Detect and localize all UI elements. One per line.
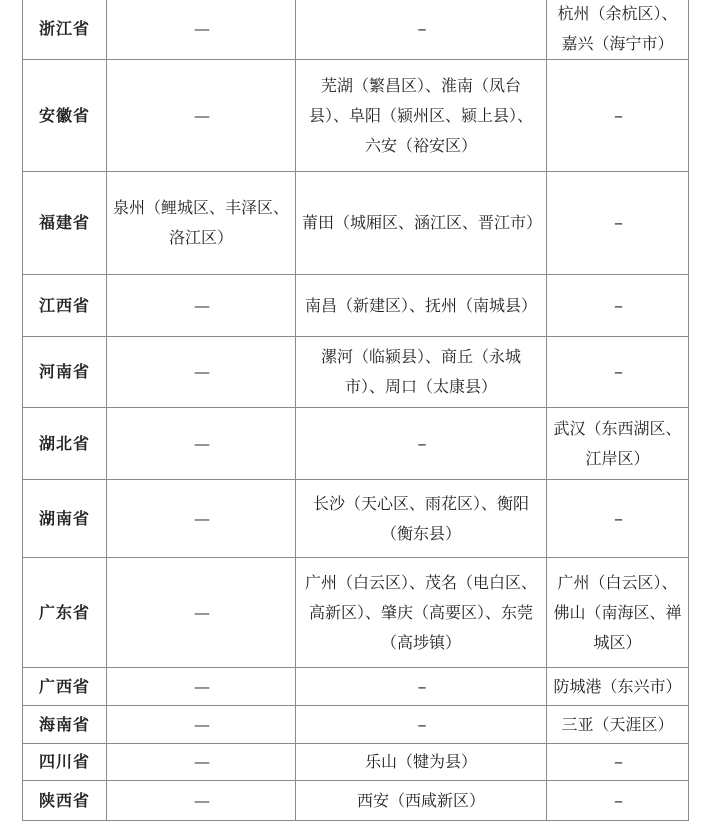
province-cell: 四川省	[23, 744, 107, 781]
table-row	[23, 781, 689, 821]
table-cell: --	[547, 480, 689, 558]
table-cell: 漯河（临颍县）、商丘（永城市）、周口（太康县）	[296, 337, 547, 408]
table-cell: 芜湖（繁昌区）、淮南（凤台县）、阜阳（颍州区、颍上县）、六安（裕安区）	[296, 60, 547, 172]
table-cell: —	[107, 0, 296, 60]
province-cell: 湖南省	[23, 480, 107, 558]
table-row	[23, 480, 689, 558]
table-row	[23, 275, 689, 337]
province-cell: 广西省	[23, 668, 107, 706]
table-row	[23, 706, 689, 744]
table-cell: --	[296, 0, 547, 60]
table-cell: 南昌（新建区）、抚州（南城县）	[296, 275, 547, 337]
table-cell: --	[296, 408, 547, 480]
province-cell: 安徽省	[23, 60, 107, 172]
province-cell: 浙江省	[23, 0, 107, 60]
table-cell: —	[107, 480, 296, 558]
table-row	[23, 744, 689, 781]
table-cell: 乐山（犍为县）	[296, 744, 547, 781]
table-cell: 武汉（东西湖区、江岸区）	[547, 408, 689, 480]
table-cell: 广州（白云区）、佛山（南海区、禅城区）	[547, 558, 689, 668]
table-cell: —	[107, 706, 296, 744]
table-cell: —	[107, 337, 296, 408]
table-row	[23, 668, 689, 706]
table-cell: —	[107, 781, 296, 821]
table-row	[23, 408, 689, 480]
table-cell: —	[107, 60, 296, 172]
table-cell: 长沙（天心区、雨花区）、衡阳（衡东县）	[296, 480, 547, 558]
table-cell: 杭州（余杭区）、嘉兴（海宁市）	[547, 0, 689, 60]
table-cell: 泉州（鲤城区、丰泽区、洛江区）	[107, 172, 296, 275]
table-cell: --	[547, 60, 689, 172]
province-cell: 海南省	[23, 706, 107, 744]
table-cell: --	[547, 172, 689, 275]
province-cell: 湖北省	[23, 408, 107, 480]
table-cell: —	[107, 558, 296, 668]
table-row	[23, 337, 689, 408]
table-cell: 莆田（城厢区、涵江区、晋江市）	[296, 172, 547, 275]
table-cell: --	[547, 275, 689, 337]
table-cell: 广州（白云区）、茂名（电白区、高新区）、肇庆（高要区）、东莞（高埗镇）	[296, 558, 547, 668]
table-row	[23, 60, 689, 172]
province-cell: 江西省	[23, 275, 107, 337]
table-cell: 西安（西咸新区）	[296, 781, 547, 821]
table-row	[23, 172, 689, 275]
province-cell: 河南省	[23, 337, 107, 408]
table-row	[23, 558, 689, 668]
table-cell: —	[107, 744, 296, 781]
table-cell: —	[107, 668, 296, 706]
table-cell: --	[547, 337, 689, 408]
table-cell: —	[107, 408, 296, 480]
table-cell: —	[107, 275, 296, 337]
table-cell: --	[296, 668, 547, 706]
table-cell: --	[547, 781, 689, 821]
region-table	[22, 0, 689, 821]
table-cell: 防城港（东兴市）	[547, 668, 689, 706]
table-cell: --	[547, 744, 689, 781]
province-cell: 广东省	[23, 558, 107, 668]
table-cell: --	[296, 706, 547, 744]
province-cell: 陕西省	[23, 781, 107, 821]
table-cell: 三亚（天涯区）	[547, 706, 689, 744]
province-cell: 福建省	[23, 172, 107, 275]
table-row	[23, 0, 689, 60]
